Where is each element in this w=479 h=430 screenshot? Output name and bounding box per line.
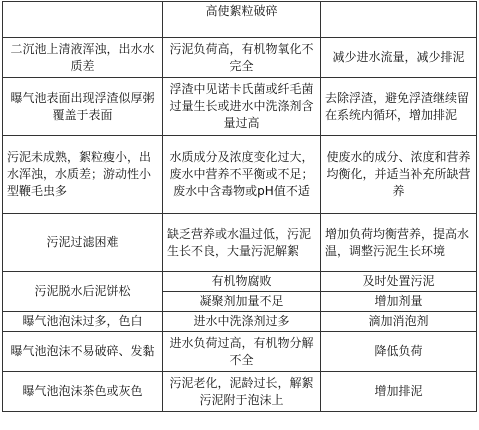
solution-cell: 使废水的成分、浓度和营养均衡化，并适当补充所缺营养 (321, 136, 477, 214)
solution-cell: 增加排泥 (321, 372, 477, 412)
table-row (3, 272, 477, 292)
table-row (3, 2, 477, 38)
solution-cell: 减少进水流量，减少排泥 (321, 38, 477, 78)
cause-cell: 进水中洗涤剂过多 (163, 312, 321, 332)
problem-cell: 二沉池上清液浑浊，出水水质差 (3, 38, 163, 78)
table-row (3, 372, 477, 412)
cause-cell: 水质成分及浓度变化过大，废水中营养不平衡或不足；废水中含毒物或pH值不适 (163, 136, 321, 214)
table-title: 高使絮粒破碎 (163, 2, 321, 38)
cause-cell: 凝聚剂加量不足 (163, 292, 321, 312)
solution-cell: 增加负荷均衡营养，提高水温，调整污泥生长环境 (321, 214, 477, 272)
cause-cell: 缺乏营养或水温过低，污泥生长不良，大量污泥解絮 (163, 214, 321, 272)
table-row (3, 38, 477, 78)
empty-cell (321, 2, 477, 38)
cause-cell: 有机物腐败 (163, 272, 321, 292)
table-row (3, 312, 477, 332)
solution-cell: 去除浮渣，避免浮渣继续留在系统内循环，增加排泥 (321, 78, 477, 136)
problem-cell: 污泥未成熟，絮粒瘦小，出水浑浊，水质差；游动性小型鞭毛虫多 (3, 136, 163, 214)
table-row (3, 136, 477, 214)
problem-cell: 曝气池泡沫不易破碎、发黏 (3, 332, 163, 372)
problem-cell: 污泥过滤困难 (3, 214, 163, 272)
cause-cell: 进水负荷过高，有机物分解不全 (163, 332, 321, 372)
solution-cell: 滴加消泡剂 (321, 312, 477, 332)
table-row (3, 332, 477, 372)
problem-cell: 曝气池泡沫过多，色白 (3, 312, 163, 332)
empty-cell (3, 2, 163, 38)
problem-cell: 曝气池泡沫茶色或灰色 (3, 372, 163, 412)
solution-cell: 降低负荷 (321, 332, 477, 372)
cause-cell: 污泥负荷高，有机物氧化不完全 (163, 38, 321, 78)
solution-cell: 增加剂量 (321, 292, 477, 312)
troubleshooting-table (2, 1, 477, 412)
table-row (3, 214, 477, 272)
cause-cell: 浮渣中见诺卡氏菌或纤毛菌过量生长或进水中洗涤剂含量过高 (163, 78, 321, 136)
problem-cell: 污泥脱水后泥饼松 (3, 272, 163, 312)
solution-cell: 及时处置污泥 (321, 272, 477, 292)
cause-cell: 污泥老化，泥龄过长，解絮污泥附于泡沫上 (163, 372, 321, 412)
table-row (3, 78, 477, 136)
problem-cell: 曝气池表面出现浮渣似厚粥覆盖于表面 (3, 78, 163, 136)
